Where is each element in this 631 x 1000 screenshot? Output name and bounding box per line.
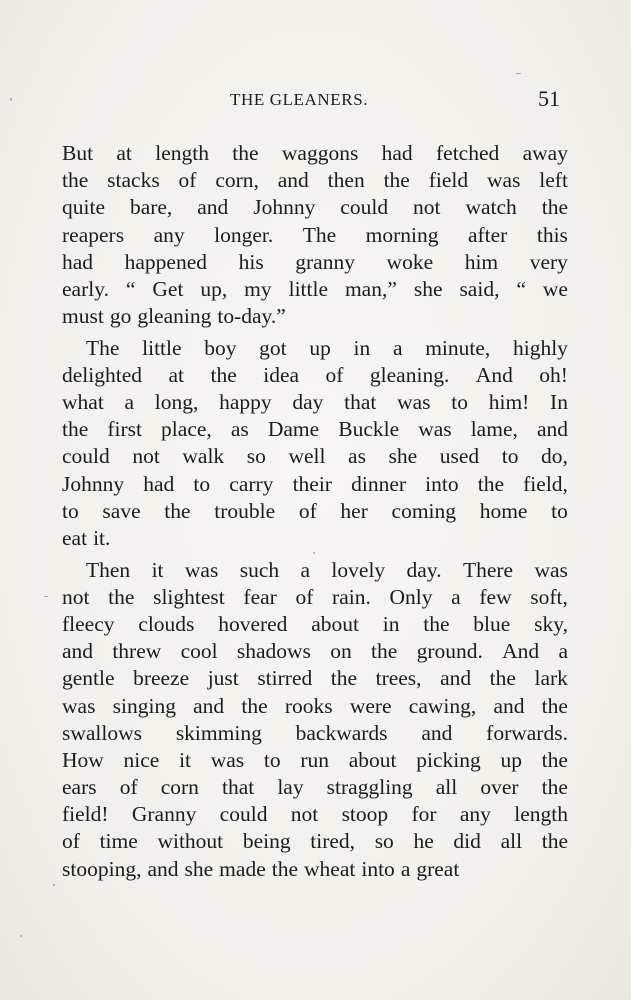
text-line: early. “ Get up, my little man,” she said, “ we (62, 276, 568, 301)
text-line: quite bare, and Johnny could not watch the (62, 195, 568, 220)
text-line: the first place, as Dame Buckle was lame, and (62, 417, 568, 442)
text-line: Johnny had to carry their dinner into the field, (62, 471, 568, 496)
page-number: 51 (538, 86, 560, 111)
running-header (62, 86, 570, 116)
text-line: what a long, happy day that was to him! In (62, 390, 568, 415)
text-line: to save the trouble of her coming home to (62, 498, 568, 523)
text-line: must go gleaning to-day.” (62, 304, 286, 329)
text-line: eat it. (62, 526, 111, 551)
text-line: reapers any longer. The morning after this (62, 222, 568, 247)
text-line: Then it was such a lovely day. There was (86, 557, 568, 582)
paper-speck (313, 552, 315, 554)
text-line: But at length the waggons had fetched away (62, 141, 568, 165)
paper-speck (10, 98, 12, 101)
text-line: delighted at the idea of gleaning. And oh! (62, 362, 568, 387)
text-line: The little boy got up in a minute, highly (86, 335, 568, 360)
text-line: and threw cool shadows on the ground. And a (62, 639, 568, 664)
text-line: stooping, and she made the wheat into a great (62, 856, 460, 881)
text-line: not the slightest fear of rain. Only a few soft, (62, 584, 568, 609)
paper-speck (516, 73, 521, 74)
text-line: the stacks of corn, and then the field was left (62, 168, 568, 193)
text-line: ears of corn that lay straggling all over the (62, 775, 568, 800)
paper-speck (53, 884, 55, 886)
paper-speck (20, 935, 22, 937)
text-line: of time without being tired, so he did all the (62, 829, 568, 854)
running-title: THE GLEANERS. (230, 90, 369, 109)
text-line: fleecy clouds hovered about in the blue sky, (62, 611, 568, 636)
text-line: How nice it was to run about picking up the (62, 747, 568, 772)
text-line: gentle breeze just stirred the trees, and the lark (62, 666, 568, 691)
paper-speck (44, 596, 48, 597)
text-line: was singing and the rooks were cawing, and the (62, 693, 568, 718)
text-line: swallows skimming backwards and forwards. (62, 720, 568, 745)
text-line: field! Granny could not stoop for any length (62, 802, 568, 827)
text-line: had happened his granny woke him very (62, 249, 568, 274)
text-line: could not walk so well as she used to do, (62, 444, 568, 469)
body-text (62, 140, 568, 883)
